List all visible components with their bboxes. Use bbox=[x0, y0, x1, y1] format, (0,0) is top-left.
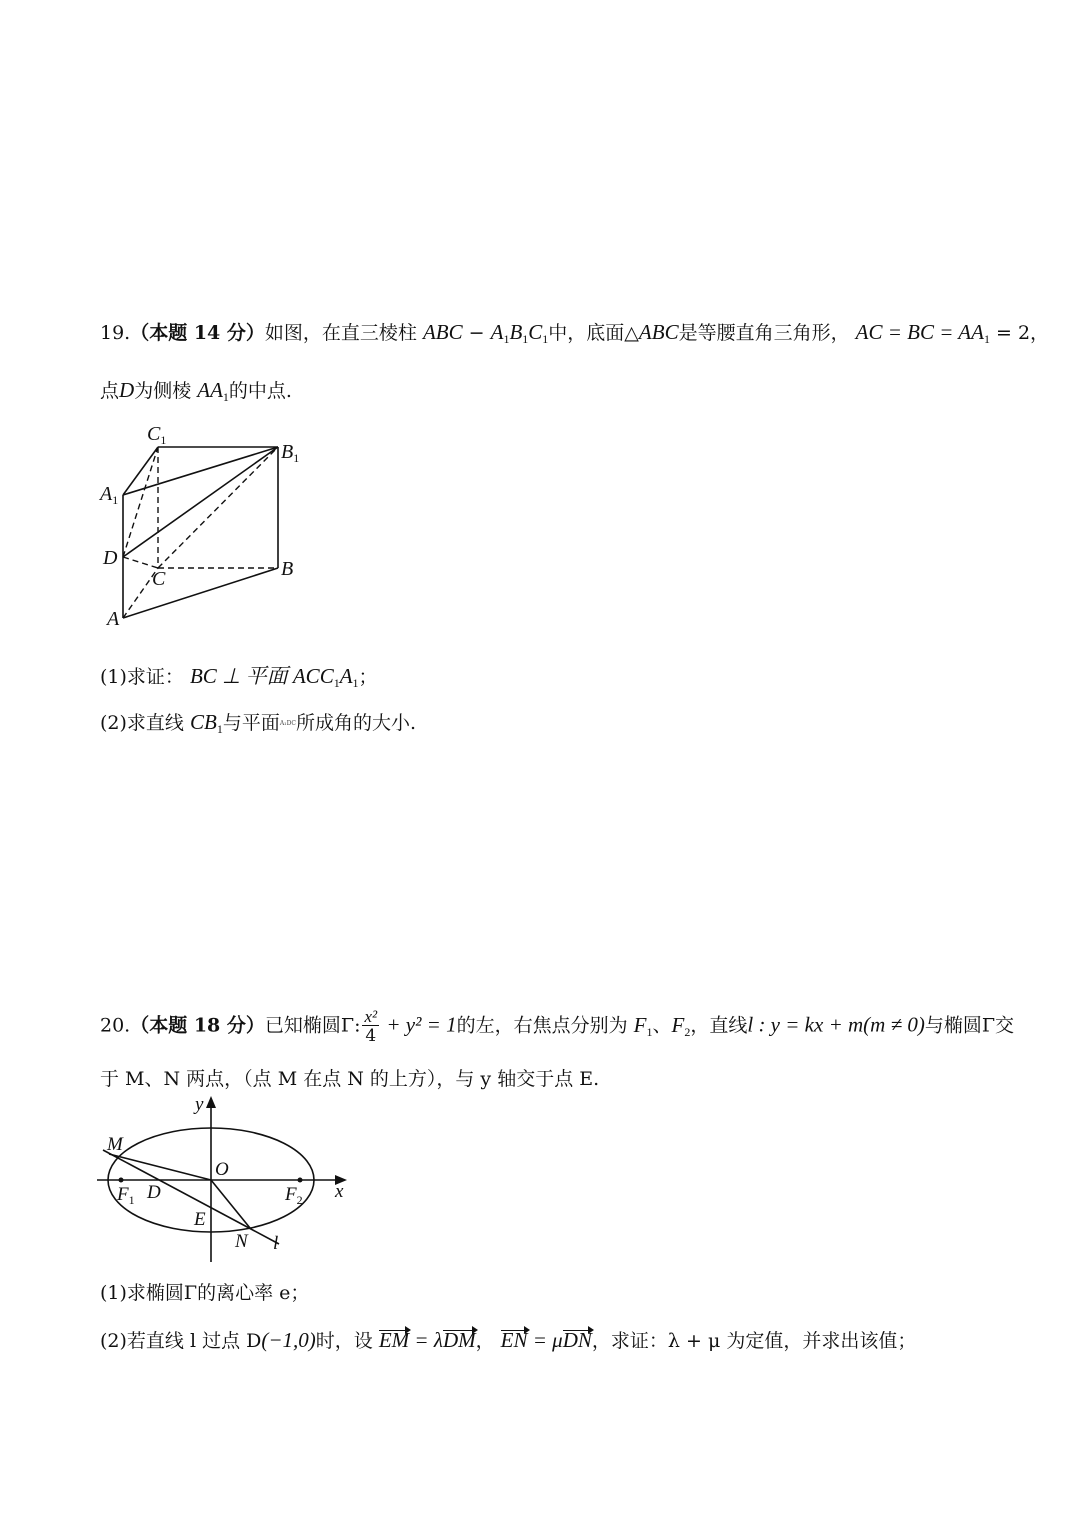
edge-a1-b1 bbox=[123, 447, 278, 495]
q20-part1: (1)求椭圆Γ的离心率 e； bbox=[100, 1282, 310, 1304]
q19-point-d: D bbox=[119, 378, 135, 402]
label-d: D bbox=[103, 547, 118, 569]
label-b1: $B_1$ bbox=[281, 441, 300, 465]
edge-a-b bbox=[123, 568, 278, 618]
q19-part2-line: $CB_1$ bbox=[189, 710, 223, 736]
q19-line1 bbox=[100, 318, 1049, 347]
q20-intro: 已知椭圆Γ: bbox=[264, 1014, 361, 1037]
q19-dash: − bbox=[462, 322, 491, 344]
label-b: B bbox=[281, 558, 294, 580]
q19-line2-a: 点 bbox=[100, 380, 120, 402]
label-n: N bbox=[235, 1231, 248, 1252]
segment-m-o bbox=[109, 1154, 211, 1180]
q19-isosceles: 是等腰直角三角形， bbox=[678, 322, 850, 344]
segment-d-c1-hidden bbox=[123, 447, 158, 557]
q20-line2: 于 M、N 两点，（点 M 在点 N 的上方），与 y 轴交于点 E. bbox=[100, 1068, 600, 1090]
q20-after-eq: 的左，右焦点分别为 bbox=[456, 1014, 628, 1037]
q20-line-def: l : y = kx + m bbox=[747, 1012, 864, 1037]
q20-part2-c: ，求证：λ + μ 为定值，并求出该值； bbox=[591, 1330, 917, 1352]
q19-intro: 如图，在直三棱柱 bbox=[264, 322, 417, 344]
label-o: O bbox=[215, 1159, 229, 1180]
label-a1: $A_1$ bbox=[100, 483, 119, 507]
q20-line-intro: ，直线 bbox=[690, 1014, 748, 1037]
q19-condition: AC = BC = $AA_1$ bbox=[855, 320, 990, 346]
q19-part2 bbox=[100, 708, 416, 737]
label-c: C bbox=[152, 568, 166, 590]
q20-number: 20. bbox=[100, 1014, 131, 1037]
q20-vec-dm: DM bbox=[442, 1328, 476, 1352]
q19-part1 bbox=[100, 660, 378, 691]
q20-vec-dn: DN bbox=[562, 1328, 592, 1352]
q19-part1-expr: BC ⊥ 平面 bbox=[189, 664, 293, 688]
label-y: y bbox=[195, 1094, 204, 1115]
q19-cond-val: = 2， bbox=[989, 322, 1050, 344]
q19-part2-label: (2)求直线 bbox=[100, 712, 184, 734]
q19-number: 19. bbox=[100, 322, 131, 344]
q19-top-face: $A_1B_1C_1$ bbox=[490, 320, 549, 346]
label-f2: $F_2$ bbox=[285, 1184, 303, 1207]
q20-ellipse-figure bbox=[95, 1092, 355, 1267]
label-m: M bbox=[107, 1134, 123, 1155]
q20-line-cond: (m ≠ 0) bbox=[863, 1012, 925, 1037]
q20-part2 bbox=[100, 1326, 916, 1353]
q20-sep: 、 bbox=[652, 1014, 672, 1037]
q20-fraction: $\frac{\text{x²}}{4}$ bbox=[364, 1007, 378, 1046]
q19-edge: $AA_1$ bbox=[197, 378, 229, 404]
label-a: A bbox=[107, 608, 120, 630]
edge-a1-c1 bbox=[123, 447, 158, 495]
q20-eq-mu: = μ bbox=[527, 1328, 563, 1352]
q19-part2-end: 所成角的大小. bbox=[295, 712, 417, 734]
q20-eq-lambda: = λ bbox=[409, 1328, 443, 1352]
q20-f1: $F_1$ bbox=[633, 1012, 653, 1039]
label-x: x bbox=[335, 1181, 344, 1202]
q19-line2-b: 为侧棱 bbox=[134, 380, 192, 402]
q20-line1-end: 与椭圆Γ交 bbox=[924, 1014, 1015, 1037]
q19-base-tri: ABC bbox=[638, 320, 679, 344]
q20-line1 bbox=[100, 1008, 1014, 1045]
q20-part2-b: 时，设 bbox=[315, 1330, 373, 1352]
label-l: l bbox=[273, 1233, 279, 1254]
label-d: D bbox=[147, 1182, 161, 1203]
q20-vec-em: EM bbox=[378, 1328, 410, 1352]
q20-part2-a: (2)若直线 l 过点 D bbox=[100, 1330, 262, 1352]
label-c1: $C_1$ bbox=[147, 423, 167, 447]
q20-f2: $F_2$ bbox=[671, 1012, 691, 1039]
q20-points: （本题 18 分） bbox=[130, 1014, 265, 1037]
label-f1: $F_1$ bbox=[117, 1184, 135, 1207]
q19-part1-end: ； bbox=[358, 666, 378, 688]
q19-in-text: 中，底面△ bbox=[548, 322, 639, 344]
q20-part2-point: (−1,0) bbox=[261, 1328, 316, 1352]
q19-prism-figure bbox=[95, 420, 325, 630]
q19-prism-name: ABC bbox=[422, 320, 463, 344]
q19-part1-plane: $ACC_1A_1$ bbox=[292, 664, 359, 690]
q19-part2-mid: 与平面 bbox=[222, 712, 280, 734]
focus-f1-dot bbox=[119, 1178, 124, 1183]
q19-line2-c: 的中点. bbox=[228, 380, 292, 402]
label-e: E bbox=[194, 1209, 206, 1230]
q19-line2 bbox=[100, 376, 292, 405]
focus-f2-dot bbox=[298, 1178, 303, 1183]
q20-eq-rest: + y² = 1 bbox=[381, 1012, 457, 1037]
q20-vec-en: EN bbox=[500, 1328, 528, 1352]
q19-points: （本题 14 分） bbox=[130, 322, 265, 344]
q19-part2-tiny: A₁DC bbox=[279, 720, 296, 727]
y-axis-arrow bbox=[206, 1096, 216, 1108]
segment-o-n bbox=[211, 1180, 250, 1228]
q19-part1-label: (1)求证： bbox=[100, 666, 184, 688]
q20-comma: ， bbox=[475, 1330, 495, 1352]
segment-d-c-hidden bbox=[123, 557, 158, 568]
